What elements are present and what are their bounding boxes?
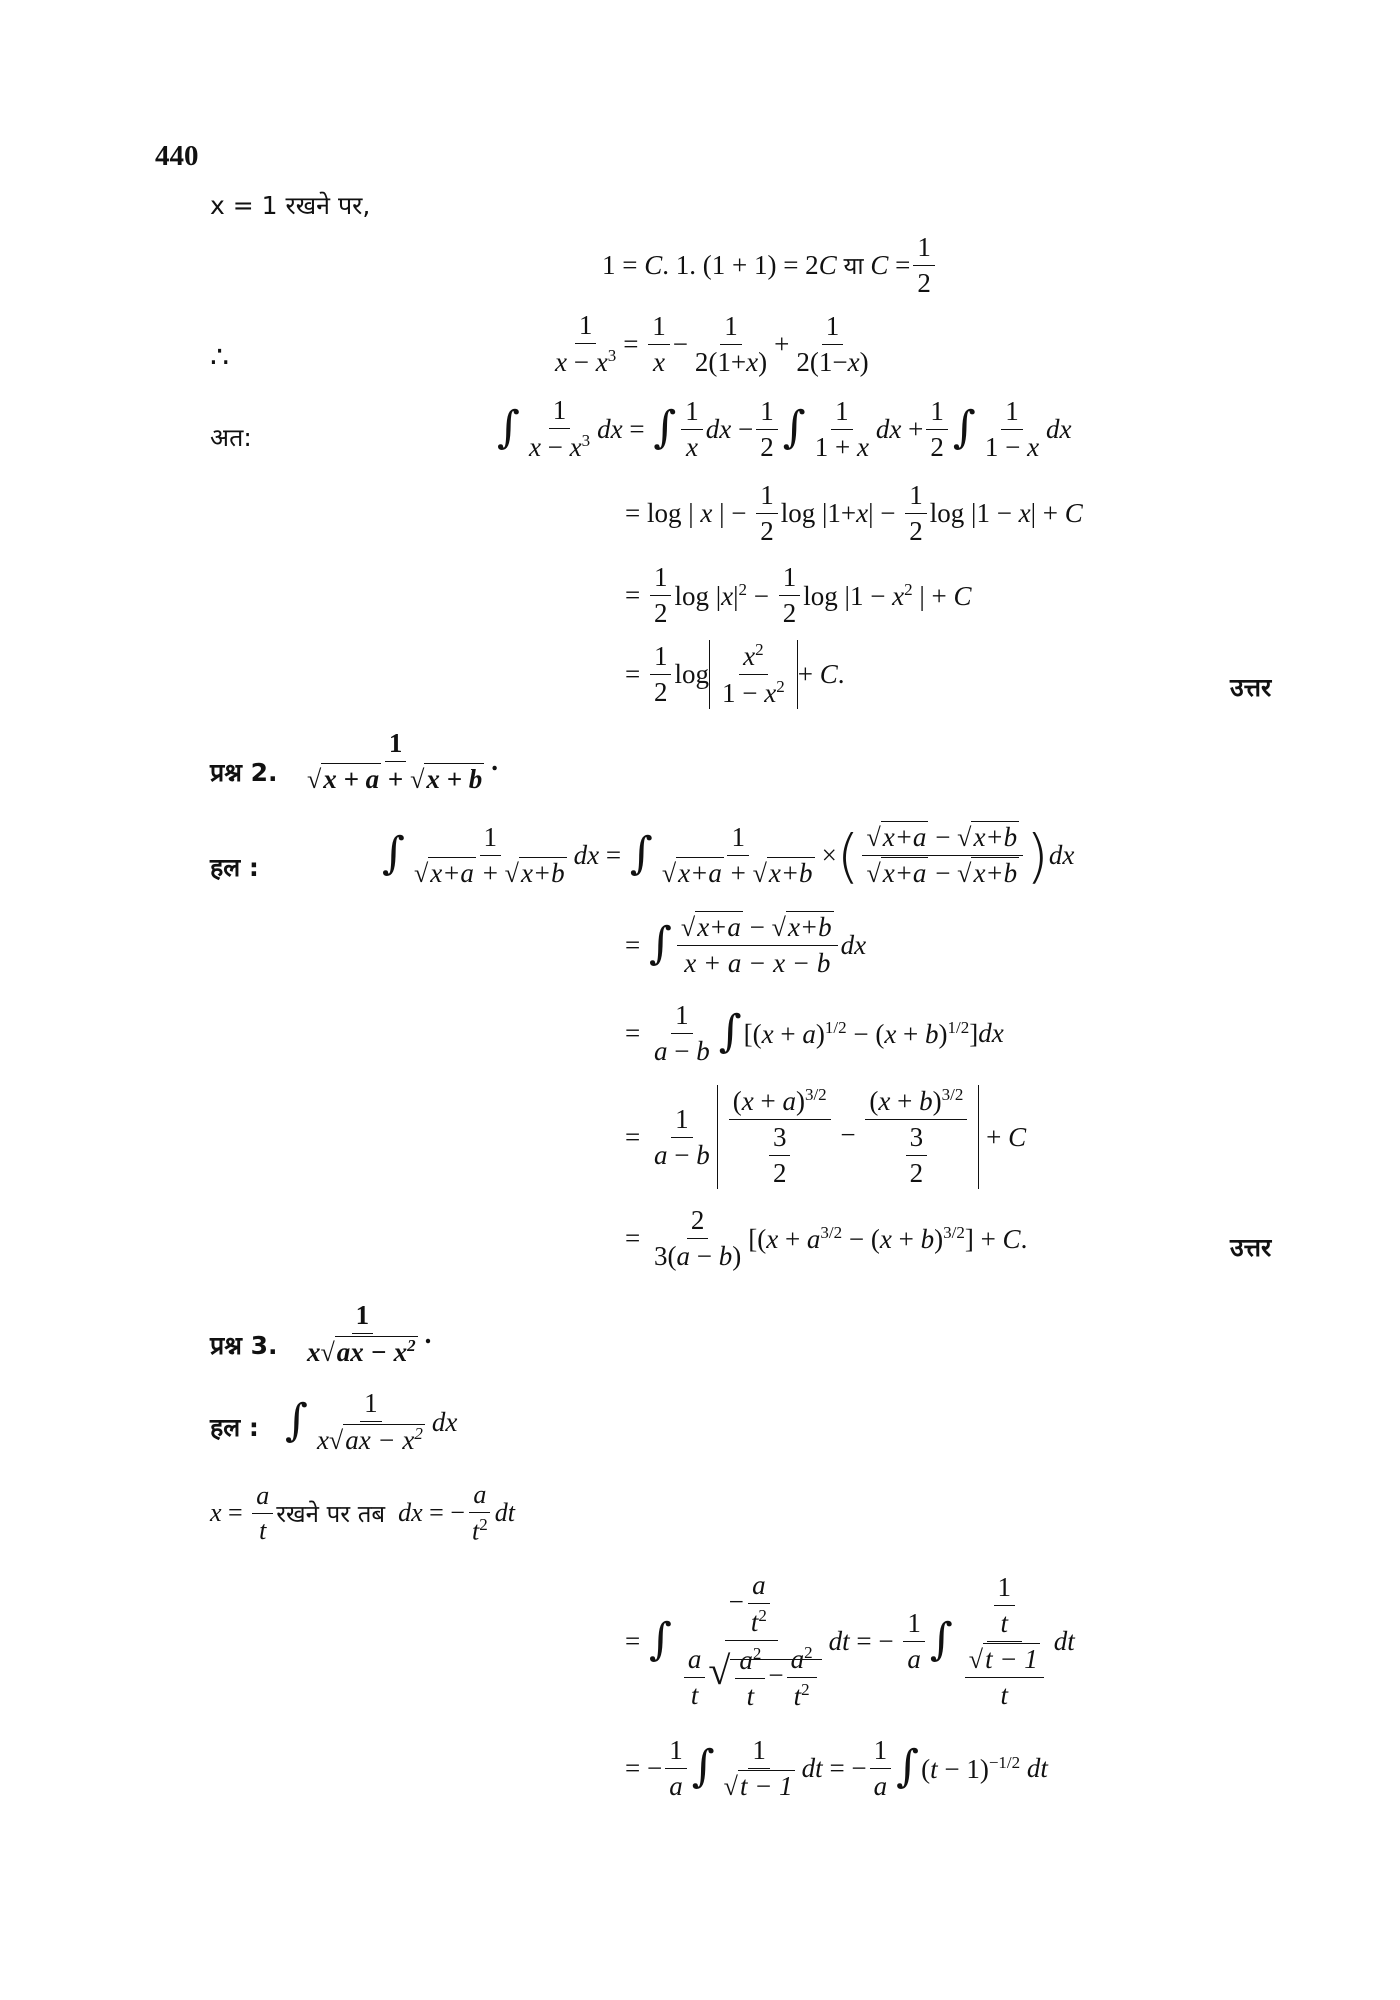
equation-simplify-2: = $\frac{1}{a - b}$ ∫ $[(x + a)^{1/2} - (x + b)^{1/2}]$ dx <box>625 1000 1004 1067</box>
question-3-label: प्रश्न 3. <box>210 1331 278 1360</box>
equation-log-2: = $\frac{1}{2}$ $\log |x|^2$ − $\frac{1}{2}$ $\log |1 - x^2$ | + C <box>625 562 972 629</box>
question-3-expression: $\frac{1}{x√ax - x^2}$ . <box>307 1300 432 1368</box>
equation-simplify-3: = $\frac{1}{a - b}$ $\frac{(x + a)^{3/2}}{\frac{3}{2}}$ − $\frac{(x + b)^{3/2}}{\frac{3}{2}}$ + C <box>625 1085 1027 1189</box>
ya-word: या <box>843 252 864 281</box>
answer-mark-1: उत्तर <box>1230 673 1272 702</box>
question-2-label: प्रश्न 2. <box>210 758 278 787</box>
equation-integral-1: ∫ $\frac{1}{x - x^3}$ dx = ∫ $\frac{1}{x}$ dx − $\frac{1}{2}$ ∫ $\frac{1}{1 + x}$ dx + $\frac{1}{2}$ ∫ $\frac{1}{1 - x}$ dx <box>497 395 1072 463</box>
question-2-expression: $\frac{1}{√x + a + √x + b}$ . <box>307 728 498 795</box>
substitute-x1-label: x = 1 रखने पर, <box>210 191 371 220</box>
equation-rationalize: ∫ $\frac{1}{√x+a + √x+b}$ dx = ∫ $\frac{1}{√x+a + √x+b}$ × ( $\frac{√x+a - √x+b}{√x+a - √x+b}$ ) dx <box>382 821 1075 890</box>
equation-simplify-1: = ∫ $\frac{√x+a - √x+b}{x + a - x - b}$ dx <box>625 912 867 979</box>
page-number: 440 <box>155 140 199 172</box>
solution-3-label: हल : <box>210 1413 259 1442</box>
equation-q3-step2: = − $\frac{1}{a}$ ∫ $\frac{1}{√t - 1}$ dt = − $\frac{1}{a}$ ∫ $(t - 1)^{-1/2}$ dt <box>625 1735 1048 1802</box>
equation-c-value: 1 = C . 1. (1 + 1) = 2 C या C = $\frac{1}{2}$ <box>602 232 938 299</box>
equation-q3-step1: = ∫ − $\frac{a}{t^2}$ $\frac{a}{t}$ √ $\frac{a^2}{t}$ − $\frac{a^2}{t^2}$ dt = − $\frac{1}{a}$ ∫ $\frac{\frac{1}{t}}{\frac{√t - 1}{t}}$ dt <box>625 1570 1075 1712</box>
therefore-symbol: ∴ <box>210 340 230 375</box>
solution-2-label: हल : <box>210 853 259 882</box>
substitution-text: रखने पर तब <box>276 1499 386 1528</box>
equation-final-2: = $\frac{2}{3(a - b)}$ [$(x + a^{3/2} - (x + b)^{3/2}] + C$. <box>625 1205 1028 1272</box>
equation-log-3: = $\frac{1}{2}$ log $\frac{x^2}{1 - x^2}$ + C. <box>625 640 845 709</box>
hence-label: अत: <box>210 423 252 452</box>
equation-log-1: = log | x | − $\frac{1}{2}$ log |1+x| − $\frac{1}{2}$ log |1 − x| + C <box>625 480 1083 547</box>
answer-mark-2: उत्तर <box>1230 1233 1272 1262</box>
equation-partial-fractions: $\frac{1}{x - x^3}$ = $\frac{1}{x}$ − $\frac{1}{2(1+x)}$ + $\frac{1}{2(1-x)}$ <box>555 310 869 378</box>
substitution-line: x = $\frac{a}{t}$ रखने पर तब dx = − $\frac{a}{t^2}$ dt <box>210 1480 515 1546</box>
equation-q3-integral: ∫ $\frac{1}{x√ax - x^2}$ dx <box>285 1388 458 1456</box>
